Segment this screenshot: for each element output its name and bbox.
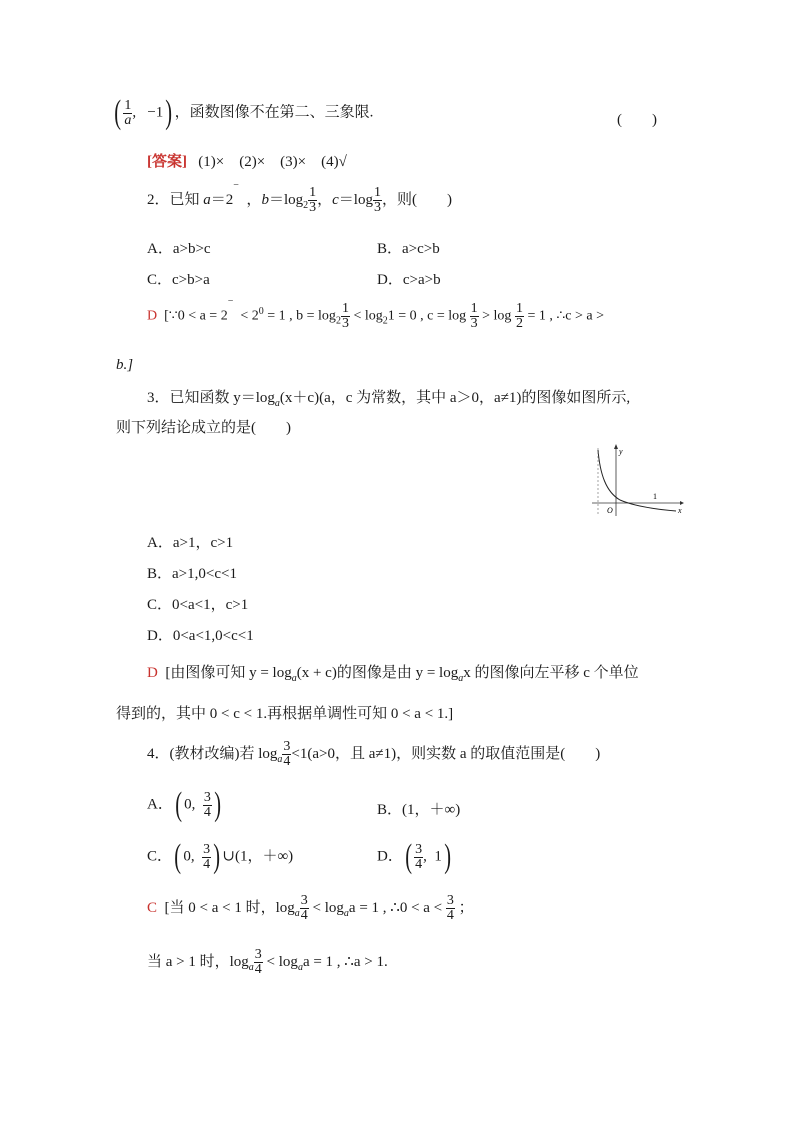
q2-option-d: D．c>a>b [377,272,441,288]
graph-one: 1 [653,492,657,501]
q3-option-a: A．a>1，c>1 [147,535,234,551]
q4-option-a: A．( 0, $\frac{3}{4}$ ) [147,786,221,823]
q1-tail-text: ，函数图像不在第二、三象限. [174,104,374,121]
q4-solution-line1: C [当 0 < a < 1 时，$\log_a$ $\frac{3}{4}$ < $\log_aa = 1$ , ∴0 < a < $\frac{3}{4}$ ； [147,893,474,923]
q1-point-fraction: $\frac{1}{a}$ [124,97,132,128]
answer-label: [答案] [147,154,187,170]
left-paren: ( [114,94,122,131]
q2-solution: D [∵0 < $a = 2^- < 2^0 = 1$ , $b = \log_2$ $\frac{1}{3}$ < $\log_21 = 0$ , c = log $\frac{1}{3}$ > log $\frac{1}{2}$ = 1 , ∴c > a > [147,296,604,331]
q2-stem: 2．已知 a＝2− ，$b=\log_2$ $\frac{1}{3}$ ，c＝log $\frac{1}{3}$ ，则( ) [147,179,452,215]
log-curve [598,450,676,511]
q3-stem-line1: 3．已知函数 $y=\log_a(x+c)(a$，c 为常数，其中 a＞0，a≠1)的图像如图所示, [147,390,631,409]
q2-key: D [147,308,158,324]
q4-solution-line2: 当 a > 1 时，$\log_a$ $\frac{3}{4}$ < $\log_aa = 1$ , ∴a > 1. [147,947,388,977]
q2-option-c: C．c>b>a [147,272,210,288]
answer-items: (1)× (2)× (3)× (4)√ [198,154,347,170]
graph-x-label: x [678,506,682,515]
q1-bracket: ( ) [617,112,657,128]
q3-solution-line1: D [由图像可知 $y = \log_a(x + c)$的图像是由 $y = \log_ax$ 的图像向左平移 c 个单位 [147,665,639,684]
q4-key: C [147,899,158,916]
q3-key: D [147,665,158,681]
q2-fraction-b: $\frac{1}{3}$ [309,185,317,215]
q3-option-b: B．a>1,0<c<1 [147,566,237,582]
q2-fraction-c: $\frac{1}{3}$ [373,185,381,215]
q3-option-c: C．0<a<1，c>1 [147,597,249,613]
q3-solution-line2: 得到的，其中 0 < c < 1.再根据单调性可知 0 < a < 1.] [116,706,454,722]
q4-stem: 4．(教材改编)若 $\log_a$ $\frac{3}{4}$ <1(a>0，且 a≠1)，则实数 a 的取值范围是( ) [147,739,601,769]
q2-stem-prefix: 2．已知 [147,191,200,208]
answer-line [147,150,347,171]
q2-solution-line2: b.] [116,357,134,373]
graph-y-label: y [619,447,623,456]
q4-option-b: B．(1，＋∞) [377,802,461,818]
q1-point-y: −1 [147,104,164,121]
q1-line: ( $\frac{1}{a}$ , −1) ，函数图像不在第二、三象限. [114,94,374,131]
q3-log-graph [592,444,684,516]
q4-option-d: D．( $\frac{3}{4}$ , 1) [377,838,451,875]
q3-stem-line2: 则下列结论成立的是( ) [116,420,291,436]
q3-option-d: D．0<a<1,0<c<1 [147,628,254,644]
right-paren: ) [165,94,173,131]
q2-stem-suffix: ，则( ) [381,191,452,208]
q2-option-b: B．a>c>b [377,241,440,257]
graph-origin: O [607,506,613,515]
q2-option-a: A．a>b>c [147,241,211,257]
q4-option-c: C．( 0, $\frac{3}{4}$ ) ∪(1，＋∞) [147,838,294,875]
